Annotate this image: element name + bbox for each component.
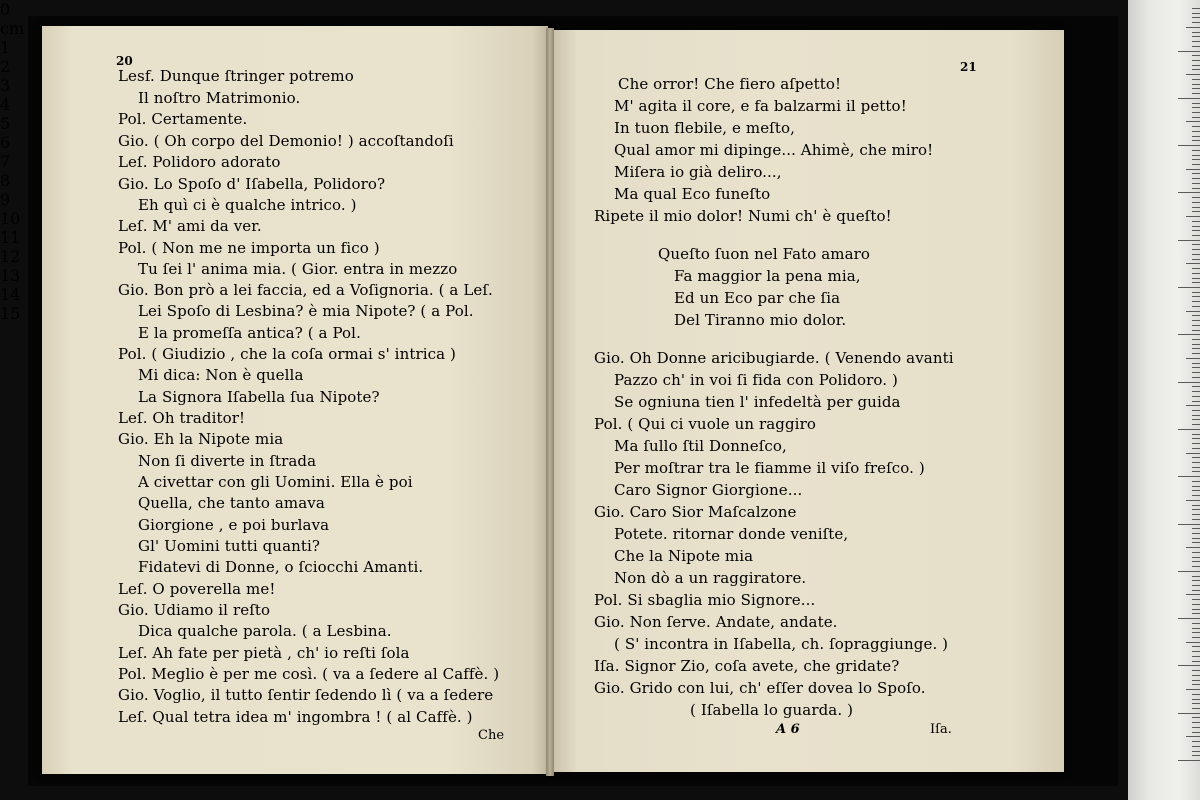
ruler-tick <box>1192 401 1200 402</box>
ruler-tick <box>1192 623 1200 624</box>
ruler-tick <box>1192 670 1200 671</box>
text-line: Potete. ritornar donde veniſte, <box>614 525 849 543</box>
text-line: Lei Spoſo di Lesbina? è mia Nipote? ( a Pol. <box>138 302 474 320</box>
ruler-tick <box>1192 112 1200 113</box>
text-line: Per moſtrar tra le fiamme il viſo freſco. ) <box>614 459 925 477</box>
ruler-tick <box>1192 202 1200 203</box>
text-line: Quella, che tanto amava <box>138 494 325 512</box>
text-line: Giorgione , e poi burlava <box>138 516 330 534</box>
ruler-tick <box>1178 429 1200 430</box>
text-line: Gio. Grido con lui, ch' eſſer dovea lo Spoſo. <box>594 679 926 697</box>
ruler-tick <box>1192 93 1200 94</box>
text-line: Lesf. Dunque ſtringer potremo <box>118 67 354 85</box>
ruler-tick <box>1192 675 1200 676</box>
text-line: Gio. Eh la Nipote mia <box>118 430 284 448</box>
measuring-ruler <box>1128 0 1200 800</box>
ruler-tick <box>1192 140 1200 141</box>
ruler-tick <box>1192 576 1200 577</box>
ruler-tick <box>1178 192 1200 193</box>
ruler-tick <box>1178 476 1200 477</box>
ruler-tick <box>1192 651 1200 652</box>
ruler-tick <box>1192 107 1200 108</box>
aria-line: Del Tiranno mio dolor. <box>674 311 847 329</box>
ruler-tick <box>1192 41 1200 42</box>
text-line: Gio. Lo Spoſo d' Iſabella, Polidoro? <box>118 175 386 193</box>
ruler-number: 12 <box>0 247 21 266</box>
ruler-tick <box>1192 438 1200 439</box>
text-line: Non ſi diverte in ſtrada <box>138 452 317 470</box>
ruler-tick <box>1192 661 1200 662</box>
ruler-number: 5 <box>0 114 11 133</box>
ruler-tick <box>1186 216 1200 217</box>
text-line: Qual amor mi dipinge... Ahimè, che miro! <box>614 141 934 159</box>
ruler-tick <box>1186 500 1200 501</box>
text-line: Se ogniuna tien l' infedeltà per guida <box>614 393 901 411</box>
text-line: E la promeſſa antica? ( a Pol. <box>138 324 361 342</box>
ruler-tick <box>1192 32 1200 33</box>
ruler-tick <box>1192 391 1200 392</box>
ruler-tick <box>1192 561 1200 562</box>
ruler-tick <box>1192 155 1200 156</box>
ruler-tick <box>1192 613 1200 614</box>
ruler-tick <box>1178 98 1200 99</box>
ruler-tick <box>1192 164 1200 165</box>
ruler-tick <box>1192 13 1200 14</box>
ruler-number: 14 <box>0 285 21 304</box>
ruler-tick <box>1192 136 1200 137</box>
ruler-tick <box>1192 296 1200 297</box>
ruler-tick <box>1192 377 1200 378</box>
text-line: Tu ſei l' anima mia. ( Gior. entra in mezzo <box>138 260 458 278</box>
text-line: Pol. Si sbaglia mio Signore... <box>594 591 816 609</box>
ruler-tick <box>1192 60 1200 61</box>
ruler-tick <box>1186 594 1200 595</box>
text-line: Gio. Voglio, il tutto ſentir ſedendo lì ( va a ſedere <box>118 686 494 704</box>
ruler-tick <box>1192 727 1200 728</box>
ruler-tick <box>1186 74 1200 75</box>
text-line: Leſ. Qual tetra idea m' ingombra ! ( al Caffè. ) <box>118 708 473 726</box>
ruler-tick <box>1192 306 1200 307</box>
ruler-tick <box>1192 708 1200 709</box>
ruler-tick <box>1192 372 1200 373</box>
ruler-tick <box>1192 249 1200 250</box>
ruler-tick <box>1192 46 1200 47</box>
text-line: Leſ. O poverella me! <box>118 580 276 598</box>
ruler-tick <box>1192 65 1200 66</box>
text-line: Dica qualche parola. ( a Lesbina. <box>138 622 392 640</box>
ruler-tick <box>1192 703 1200 704</box>
ruler-tick <box>1178 145 1200 146</box>
text-line: Pol. Certamente. <box>118 110 248 128</box>
text-line: A civettar con gli Uomini. Ella è poi <box>138 473 413 491</box>
ruler-tick <box>1192 268 1200 269</box>
ruler-tick <box>1192 557 1200 558</box>
text-line: In tuon flebile, e meſto, <box>614 119 795 137</box>
stage-direction: ( Iſabella lo guarda. ) <box>690 701 854 719</box>
ruler-tick <box>1192 585 1200 586</box>
ruler-tick <box>1192 84 1200 85</box>
text-line: Non dò a un raggiratore. <box>614 569 807 587</box>
ruler-tick <box>1192 197 1200 198</box>
ruler-tick <box>1178 334 1200 335</box>
ruler-tick <box>1192 410 1200 411</box>
ruler-tick <box>1192 609 1200 610</box>
ruler-tick <box>1192 88 1200 89</box>
ruler-tick <box>1192 207 1200 208</box>
text-line: Fidatevi di Donne, o ſciocchi Amanti. <box>138 558 424 576</box>
ruler-tick <box>1192 505 1200 506</box>
ruler-number: 1 <box>0 38 11 57</box>
text-line: Ripete il mio dolor! Numi ch' è queſto! <box>594 207 892 225</box>
text-line: Pol. ( Non me ne importa un fico ) <box>118 239 380 257</box>
left-catchword: Che <box>478 728 505 743</box>
ruler-number: 11 <box>0 228 21 247</box>
signature-mark: A 6 <box>776 722 800 737</box>
ruler-tick <box>1192 694 1200 695</box>
text-line: Ma ſullo ſtil Donneſco, <box>614 437 787 455</box>
text-line: La Signora Iſabella ſua Nipote? <box>138 388 380 406</box>
ruler-tick <box>1192 221 1200 222</box>
ruler-tick <box>1192 173 1200 174</box>
ruler-tick <box>1192 448 1200 449</box>
ruler-tick <box>1192 628 1200 629</box>
text-line: Caro Signor Giorgione... <box>614 481 803 499</box>
ruler-tick <box>1192 278 1200 279</box>
ruler-tick <box>1192 538 1200 539</box>
ruler-tick <box>1192 150 1200 151</box>
ruler-tick <box>1192 443 1200 444</box>
ruler-number: 15 <box>0 304 21 323</box>
ruler-tick <box>1192 457 1200 458</box>
ruler-tick <box>1192 230 1200 231</box>
text-line: Gio. Bon prò a lei faccia, ed a Voſignoria. ( a Leſ. <box>118 281 493 299</box>
ruler-tick <box>1192 755 1200 756</box>
ruler-tick <box>1192 542 1200 543</box>
ruler-tick <box>1186 27 1200 28</box>
text-line: Leſ. M' ami da ver. <box>118 217 262 235</box>
ruler-tick <box>1186 642 1200 643</box>
text-line: Gio. Non ſerve. Andate, andate. <box>594 613 838 631</box>
ruler-number: 8 <box>0 171 11 190</box>
ruler-tick <box>1192 732 1200 733</box>
ruler-number: 9 <box>0 190 11 209</box>
text-line: Pol. ( Qui ci vuole un raggiro <box>594 415 816 433</box>
ruler-tick <box>1178 665 1200 666</box>
ruler-tick <box>1192 17 1200 18</box>
ruler-tick <box>1192 244 1200 245</box>
ruler-tick <box>1192 680 1200 681</box>
ruler-tick <box>1192 462 1200 463</box>
ruler-tick <box>1192 528 1200 529</box>
aria-line: Queſto ſuon nel Fato amaro <box>658 245 871 263</box>
ruler-tick <box>1192 495 1200 496</box>
ruler-tick <box>1192 282 1200 283</box>
right-catchword: Iſa. <box>930 722 952 737</box>
ruler-number: 13 <box>0 266 21 285</box>
text-line: M' agita il core, e fa balzarmi il petto! <box>614 97 907 115</box>
ruler-tick <box>1192 178 1200 179</box>
ruler-tick <box>1192 481 1200 482</box>
ruler-tick <box>1192 415 1200 416</box>
ruler-tick <box>1178 382 1200 383</box>
ruler-tick <box>1192 656 1200 657</box>
ruler-tick <box>1186 405 1200 406</box>
ruler-tick <box>1192 292 1200 293</box>
ruler-tick <box>1192 126 1200 127</box>
ruler-tick <box>1192 552 1200 553</box>
ruler-tick <box>1186 736 1200 737</box>
ruler-tick <box>1192 751 1200 752</box>
ruler-tick <box>1192 55 1200 56</box>
ruler-tick <box>1178 51 1200 52</box>
text-line: Il noſtro Matrimonio. <box>138 89 301 107</box>
text-line: Leſ. Polidoro adorato <box>118 153 281 171</box>
ruler-tick <box>1192 434 1200 435</box>
ruler-tick <box>1192 183 1200 184</box>
ruler-tick <box>1192 235 1200 236</box>
ruler-number: 7 <box>0 152 11 171</box>
ruler-tick <box>1192 580 1200 581</box>
stage-direction: ( S' incontra in Iſabella, ch. ſopraggiunge. ) <box>614 635 949 653</box>
ruler-tick <box>1178 571 1200 572</box>
ruler-tick <box>1192 188 1200 189</box>
ruler-tick <box>1192 325 1200 326</box>
text-line: Leſ. Oh traditor! <box>118 409 246 427</box>
text-line: Pol. ( Giudizio , che la coſa ormai s' intrica ) <box>118 345 456 363</box>
ruler-tick <box>1192 131 1200 132</box>
aria-line: Fa maggior la pena mia, <box>674 267 861 285</box>
ruler-label: 0 cm <box>0 0 25 38</box>
text-line: Mi dica: Non è quella <box>138 366 304 384</box>
ruler-tick <box>1192 344 1200 345</box>
ruler-tick <box>1178 618 1200 619</box>
ruler-tick <box>1192 684 1200 685</box>
ruler-tick <box>1186 358 1200 359</box>
ruler-tick <box>1192 746 1200 747</box>
ruler-tick <box>1192 396 1200 397</box>
text-line: Gio. Udiamo il reſto <box>118 601 271 619</box>
ruler-tick <box>1186 311 1200 312</box>
ruler-tick <box>1186 547 1200 548</box>
ruler-tick <box>1186 263 1200 264</box>
text-line: Pol. Meglio è per me così. ( va a ſedere al Caffè. ) <box>118 665 500 683</box>
aria-line: Ed un Eco par che ſia <box>674 289 841 307</box>
ruler-tick <box>1178 760 1200 761</box>
text-line: Che orror! Che fiero aſpetto! <box>618 75 842 93</box>
ruler-tick <box>1192 226 1200 227</box>
ruler-tick <box>1192 519 1200 520</box>
ruler-tick <box>1192 533 1200 534</box>
ruler-tick <box>1192 159 1200 160</box>
ruler-tick <box>1192 722 1200 723</box>
ruler-tick <box>1192 590 1200 591</box>
ruler-number: 6 <box>0 133 11 152</box>
ruler-tick <box>1192 348 1200 349</box>
ruler-tick <box>1178 240 1200 241</box>
ruler-tick <box>1186 453 1200 454</box>
ruler-tick <box>1192 717 1200 718</box>
ruler-tick <box>1186 169 1200 170</box>
ruler-tick <box>1192 741 1200 742</box>
text-line: Gio. Oh Donne aricibugiarde. ( Venendo avanti <box>594 349 954 367</box>
ruler-tick <box>1192 363 1200 364</box>
ruler-tick <box>1192 79 1200 80</box>
text-line: Gio. ( Oh corpo del Demonio! ) accoſtandoſi <box>118 132 454 150</box>
text-line: Che la Nipote mia <box>614 547 754 565</box>
left-page-number: 20 <box>116 54 133 68</box>
ruler-tick <box>1192 211 1200 212</box>
ruler-tick <box>1178 713 1200 714</box>
text-line: Gl' Uomini tutti quanti? <box>138 537 321 555</box>
book-gutter <box>546 28 554 776</box>
ruler-number: 2 <box>0 57 11 76</box>
ruler-tick <box>1192 339 1200 340</box>
ruler-tick <box>1186 689 1200 690</box>
ruler-tick <box>1192 566 1200 567</box>
ruler-tick <box>1192 646 1200 647</box>
ruler-tick <box>1192 699 1200 700</box>
ruler-tick <box>1192 490 1200 491</box>
ruler-tick <box>1192 254 1200 255</box>
ruler-tick <box>1192 424 1200 425</box>
ruler-tick <box>1192 315 1200 316</box>
ruler-tick <box>1186 121 1200 122</box>
ruler-tick <box>1192 301 1200 302</box>
text-line: Pazzo ch' in voi ſi fida con Polidoro. ) <box>614 371 898 389</box>
ruler-number: 3 <box>0 76 11 95</box>
ruler-tick <box>1192 353 1200 354</box>
ruler-tick <box>1178 287 1200 288</box>
text-line: Miſera io già deliro..., <box>614 163 782 181</box>
ruler-tick <box>1192 467 1200 468</box>
ruler-tick <box>1192 604 1200 605</box>
ruler-tick <box>1192 637 1200 638</box>
ruler-tick <box>1178 524 1200 525</box>
right-page-number: 21 <box>960 60 977 74</box>
ruler-tick <box>1192 22 1200 23</box>
ruler-tick <box>1192 486 1200 487</box>
ruler-tick <box>1192 367 1200 368</box>
text-line: Gio. Caro Sior Maſcalzone <box>594 503 797 521</box>
ruler-tick <box>1192 330 1200 331</box>
ruler-tick <box>1192 599 1200 600</box>
ruler-tick <box>1192 69 1200 70</box>
ruler-number: 4 <box>0 95 11 114</box>
ruler-tick <box>1192 117 1200 118</box>
ruler-tick <box>1192 36 1200 37</box>
ruler-tick <box>1192 471 1200 472</box>
text-line: Eh quì ci è qualche intrico. ) <box>138 196 357 214</box>
text-line: Iſa. Signor Zio, coſa avete, che gridate? <box>594 657 900 675</box>
ruler-tick <box>1192 103 1200 104</box>
ruler-tick <box>1192 8 1200 9</box>
ruler-tick <box>1192 509 1200 510</box>
ruler-tick <box>1192 632 1200 633</box>
ruler-number: 10 <box>0 209 21 228</box>
ruler-tick <box>1192 386 1200 387</box>
ruler-tick <box>1192 259 1200 260</box>
ruler-tick <box>1192 514 1200 515</box>
text-line: Leſ. Ah fate per pietà , ch' io reſti ſola <box>118 644 410 662</box>
text-line: Ma qual Eco funeſto <box>614 185 771 203</box>
ruler-tick <box>1192 419 1200 420</box>
ruler-tick <box>1192 320 1200 321</box>
ruler-tick <box>1192 273 1200 274</box>
